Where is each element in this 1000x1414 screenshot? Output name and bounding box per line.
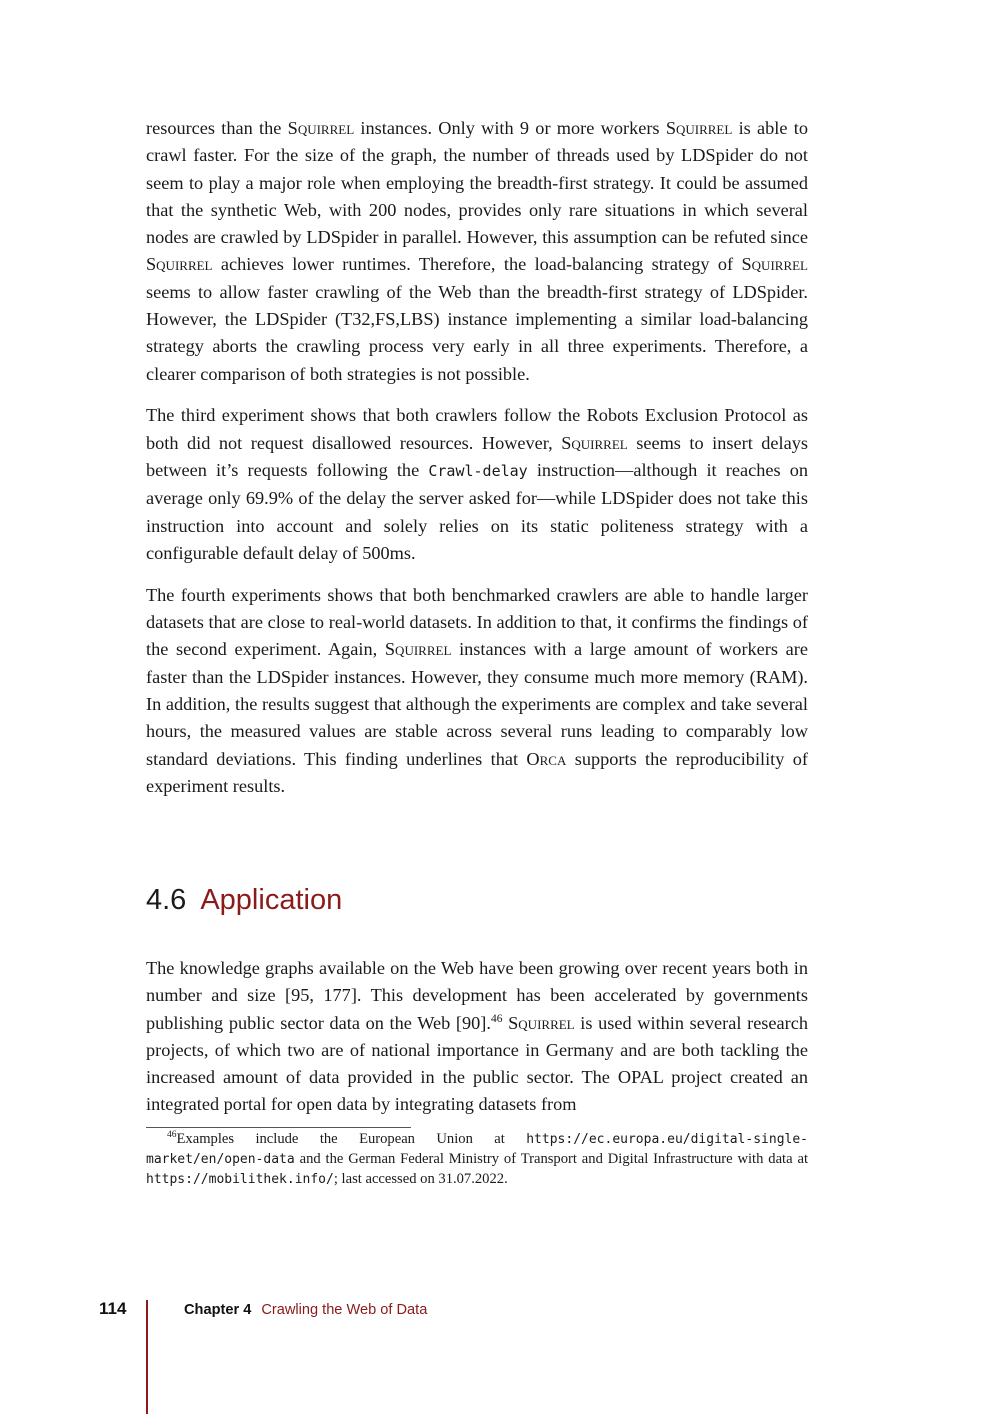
footnote-reference[interactable]: 46 (490, 1012, 503, 1025)
text-run: The knowledge graphs available on the Web have been growing over recent years both in number and size [95, 177]. This development has been accelerated by governments publishing public sector data on the Web [90]. (146, 958, 808, 1033)
footer-divider (146, 1300, 148, 1414)
squirrel-name: Squirrel (508, 1012, 575, 1033)
application-section-text (146, 955, 808, 1133)
footnote-number: 46 (167, 1130, 177, 1141)
main-text (146, 115, 808, 815)
text-run: The fourth experiments shows that both benchmarked crawlers are able to handle larger datasets that are close to real-world datasets. In addition to that, it confirms the findings of the second experiment. Again, (146, 584, 808, 660)
chapter-title: Crawling the Web of Data (261, 1302, 428, 1318)
text-run: resources than the (146, 118, 288, 138)
section-title: Application (200, 884, 343, 916)
section-number: 4.6 (146, 884, 187, 916)
paragraph-fourth-experiment (146, 582, 808, 800)
text-run: is able to crawl faster. For the size of the graph, the number of threads used by LDSpider do not seem to play a major role when employing the breadth-first strategy. It could be assumed that the synthetic Web, with 200 nodes, provides only rare situations in which several nodes are crawled by LDSpider in parallel. However, this assumption can be refuted since (146, 118, 808, 248)
squirrel-name: Squirrel (561, 432, 628, 453)
footnote-url-mobilithek[interactable]: https://mobilithek.info/ (146, 1171, 334, 1187)
text-run: seems to allow faster crawling of the Web than the breadth-first strategy of LDSpider. However, the LDSpider (T32,FS,LBS) instance implementing a similar load-balancing strategy aborts the crawling process very early in all three experiments. Therefore, a clearer comparison of both strategies is not possible. (146, 281, 808, 384)
footnote-46 (146, 1130, 808, 1189)
squirrel-name: Squirrel (287, 118, 355, 138)
text-run: supports the reproducibility of experiment results. (146, 748, 809, 796)
text-run: Examples include the European Union at (176, 1131, 527, 1147)
page-number: 114 (99, 1299, 127, 1318)
text-run: seems to insert delays between it’s requests following the (146, 432, 808, 481)
text-run: instances. Only with 9 or more workers (354, 118, 666, 138)
paragraph-runtime-discussion (146, 115, 808, 388)
text-run: achieves lower runtimes. Therefore, the load-balancing strategy of (212, 254, 742, 275)
orca-name: Orca (526, 748, 567, 769)
running-footer (184, 1302, 427, 1318)
crawl-delay-code: Crawl-delay (428, 462, 528, 481)
squirrel-name: Squirrel (384, 639, 452, 660)
squirrel-name: Squirrel (146, 254, 213, 275)
footnote-url-eu[interactable]: https://ec.europa.eu/digital-single-market/en/open-data (146, 1132, 808, 1167)
text-run: and the German Federal Ministry of Transport and Digital Infrastructure with data at (294, 1150, 808, 1167)
text-run: The third experiment shows that both crawlers follow the Robots Exclusion Protocol as both did not request disallowed resources. However, (146, 405, 808, 453)
text-run: is used within several research projects, of which two are of national importance in Germany and are both tackling the increased amount of data provided in the public sector. The OPAL project created an integrated portal for open data by integrating datasets from (146, 1012, 808, 1115)
squirrel-name: Squirrel (741, 254, 808, 275)
chapter-label: Chapter 4 (184, 1302, 252, 1318)
paragraph-application (146, 955, 808, 1119)
text-run: ; last accessed on 31.07.2022. (333, 1170, 508, 1187)
squirrel-name: Squirrel (665, 118, 733, 138)
text-run: instruction—although it reaches on average only 69.9% of the delay the server asked for—while LDSpider does not take this instruction into account and solely relies on its static politeness strategy with a configurable default delay of 500ms. (146, 460, 809, 563)
footnote-divider (146, 1127, 411, 1128)
section-heading (146, 882, 342, 918)
text-run: instances with a large amount of workers are faster than the LDSpider instances. However, they consume much more memory (RAM). In addition, the results suggest that although the experiments are complex and take several hours, the measured values are stable across several runs leading to comparably low standard deviations. This finding underlines that (146, 639, 808, 769)
paragraph-third-experiment (146, 402, 808, 567)
